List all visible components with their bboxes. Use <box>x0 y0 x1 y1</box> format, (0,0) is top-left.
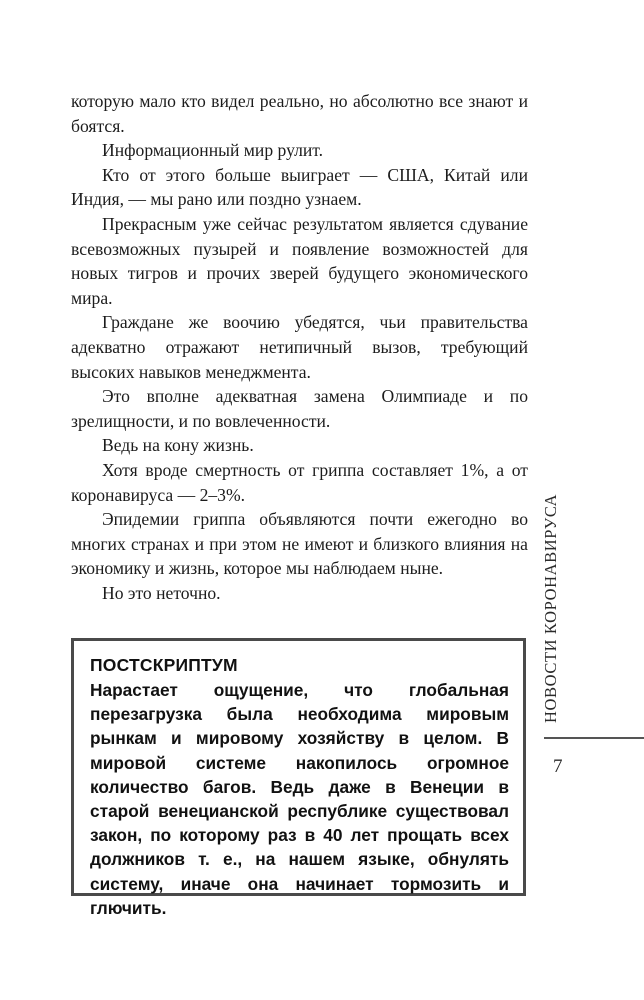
paragraph: Кто от этого больше выиграет — США, Китай или Индия, — мы рано или поздно узнаем. <box>71 164 528 210</box>
running-head: НОВОСТИ КОРОНАВИРУСА <box>541 493 560 723</box>
paragraph: Ведь на кону жизнь. <box>102 435 254 456</box>
running-head-rule <box>544 737 644 739</box>
paragraph: Информационный мир рулит. <box>102 140 324 161</box>
paragraph: Эпидемии гриппа объявляются почти ежегодно во многих странах и при этом не имеют и близкого влияния на экономику и жизнь, которое мы наблюдаем ныне. <box>71 509 528 579</box>
paragraph: Прекрасным уже сейчас результатом является сдувание всевозможных пузырей и появление возможностей для новых тигров и прочих зверей будущего экономического мира. <box>71 213 528 308</box>
paragraph: Граждане же воочию убедятся, чьи правительства адекватно отражают нетипичный вызов, требующий высоких навыков менеджмента. <box>71 312 528 382</box>
postscript-text: Нарастает ощущение, что глобальная перезагрузка была необходима мировым рынкам и мировому хозяйству в целом. В мировой системе накопилось огромное количество багов. Ведь даже в Венеции в старой венецианской республике существовал закон, по которому раз в 40 лет прощать всех должников т. е., на нашем языке, обнулять систему, иначе она начинает тормозить и глючить. <box>90 680 509 918</box>
postscript-title: ПОСТСКРИПТУМ <box>90 655 238 675</box>
body-text <box>71 89 528 605</box>
paragraph: Это вполне адекватная замена Олимпиаде и по зрелищности, и по вовлеченности. <box>71 386 528 431</box>
postscript-box <box>71 638 526 918</box>
paragraph: Хотя вроде смертность от гриппа составляет 1%, а от коронавируса — 2–3%. <box>71 459 528 505</box>
paragraph: которую мало кто видел реально, но абсолютно все знают и боятся. <box>71 91 528 136</box>
paragraph: Но это неточно. <box>102 582 221 603</box>
page-number: 7 <box>553 756 563 777</box>
